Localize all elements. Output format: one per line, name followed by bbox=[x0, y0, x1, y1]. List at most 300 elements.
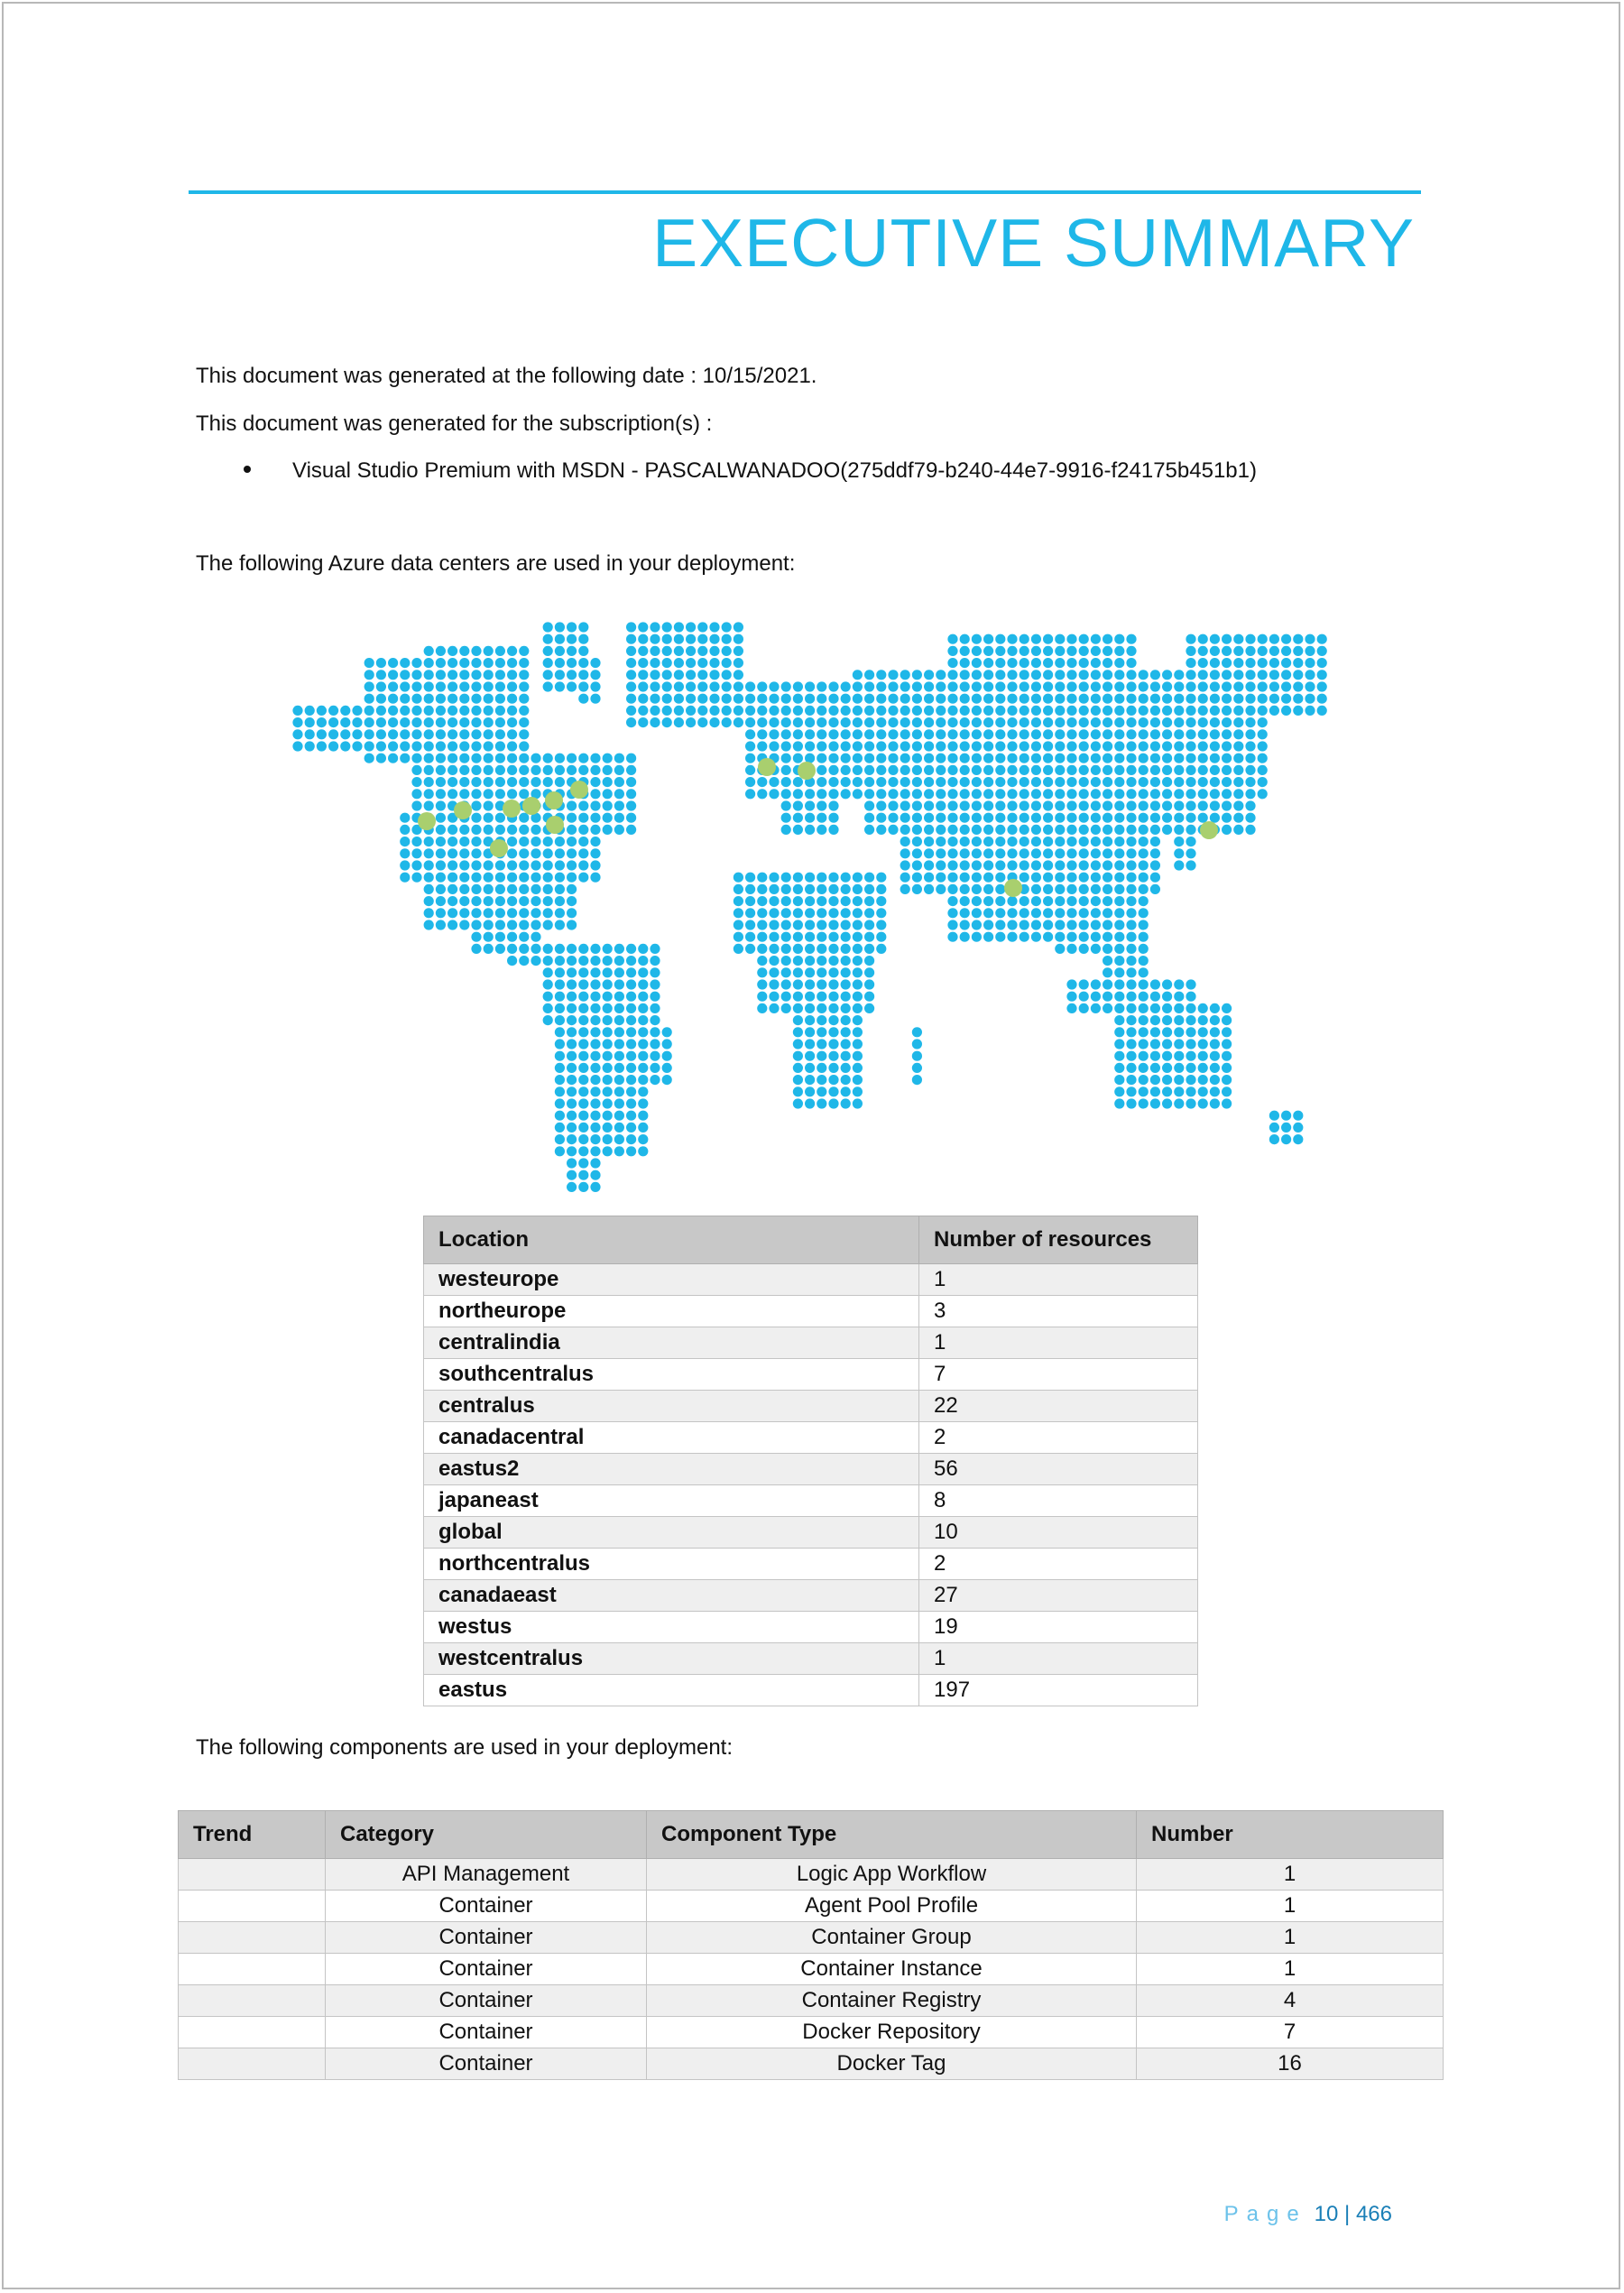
map-land-dot bbox=[1091, 992, 1101, 1002]
map-land-dot bbox=[1281, 1123, 1291, 1133]
map-land-dot bbox=[448, 873, 457, 883]
map-land-dot bbox=[876, 754, 886, 763]
map-land-dot bbox=[626, 1098, 636, 1108]
map-land-dot bbox=[567, 670, 577, 680]
map-land-dot bbox=[686, 681, 696, 691]
map-land-dot bbox=[1007, 765, 1017, 775]
map-land-dot bbox=[1174, 729, 1184, 739]
map-land-dot bbox=[674, 670, 684, 680]
location-name-cell: canadacentral bbox=[424, 1422, 919, 1454]
map-land-dot bbox=[484, 658, 494, 668]
datacenters-intro: The following Azure data centers are used in your deployment: bbox=[196, 551, 796, 576]
map-land-dot bbox=[936, 813, 946, 823]
map-land-dot bbox=[1020, 741, 1029, 751]
map-land-dot bbox=[484, 670, 494, 680]
map-land-dot bbox=[972, 825, 982, 835]
map-land-dot bbox=[567, 813, 577, 823]
map-land-dot bbox=[828, 873, 838, 883]
map-land-dot bbox=[995, 717, 1005, 727]
map-land-dot bbox=[1103, 813, 1112, 823]
map-land-dot bbox=[888, 813, 898, 823]
map-land-dot bbox=[983, 896, 993, 906]
map-land-dot bbox=[1055, 706, 1065, 716]
map-land-dot bbox=[983, 825, 993, 835]
map-land-dot bbox=[555, 1111, 565, 1121]
map-land-dot bbox=[947, 777, 957, 787]
map-land-dot bbox=[805, 956, 815, 966]
map-land-dot bbox=[495, 670, 505, 680]
map-land-dot bbox=[650, 967, 660, 977]
map-land-dot bbox=[900, 694, 910, 704]
map-land-dot bbox=[983, 920, 993, 929]
map-land-dot bbox=[424, 694, 434, 704]
map-land-dot bbox=[567, 1015, 577, 1025]
map-land-dot bbox=[567, 1051, 577, 1061]
map-land-dot bbox=[603, 979, 613, 989]
map-land-dot bbox=[781, 706, 791, 716]
map-land-dot bbox=[317, 717, 327, 727]
map-land-dot bbox=[1114, 1086, 1124, 1096]
map-land-dot bbox=[495, 754, 505, 763]
map-land-dot bbox=[578, 1182, 588, 1192]
map-land-dot bbox=[1139, 1027, 1149, 1037]
map-land-dot bbox=[1126, 908, 1136, 918]
map-land-dot bbox=[805, 908, 815, 918]
map-land-dot bbox=[555, 1134, 565, 1144]
map-land-dot bbox=[972, 932, 982, 942]
map-land-dot bbox=[555, 956, 565, 966]
number-cell: 16 bbox=[1137, 2048, 1444, 2080]
map-land-dot bbox=[793, 1086, 803, 1096]
map-land-dot bbox=[1174, 1051, 1184, 1061]
map-land-dot bbox=[1126, 681, 1136, 691]
map-land-dot bbox=[888, 681, 898, 691]
map-land-dot bbox=[805, 884, 815, 894]
map-land-dot bbox=[1066, 848, 1076, 858]
map-land-dot bbox=[781, 956, 791, 966]
map-land-dot bbox=[757, 967, 767, 977]
map-land-dot bbox=[567, 1003, 577, 1013]
map-land-dot bbox=[841, 1098, 851, 1108]
map-land-dot bbox=[1174, 670, 1184, 680]
map-land-dot bbox=[983, 860, 993, 870]
map-land-dot bbox=[757, 681, 767, 691]
map-land-dot bbox=[757, 944, 767, 954]
map-land-dot bbox=[626, 670, 636, 680]
map-land-dot bbox=[567, 681, 577, 691]
map-land-dot bbox=[781, 800, 791, 810]
map-land-dot bbox=[484, 800, 494, 810]
map-land-dot bbox=[960, 694, 970, 704]
map-land-dot bbox=[828, 741, 838, 751]
map-land-dot bbox=[400, 658, 410, 668]
map-land-dot bbox=[853, 920, 863, 929]
map-land-dot bbox=[817, 717, 826, 727]
map-land-dot bbox=[448, 681, 457, 691]
map-land-dot bbox=[555, 1123, 565, 1133]
map-land-dot bbox=[519, 694, 529, 704]
map-land-dot bbox=[1174, 1015, 1184, 1025]
map-land-dot bbox=[578, 1146, 588, 1156]
map-land-dot bbox=[1222, 670, 1232, 680]
map-land-dot bbox=[947, 694, 957, 704]
map-land-dot bbox=[1150, 754, 1160, 763]
map-land-dot bbox=[531, 873, 540, 883]
map-land-dot bbox=[1126, 884, 1136, 894]
map-land-dot bbox=[1066, 837, 1076, 846]
map-land-dot bbox=[983, 932, 993, 942]
resource-count-cell: 10 bbox=[919, 1517, 1198, 1549]
map-land-dot bbox=[626, 1027, 636, 1037]
map-land-dot bbox=[1198, 729, 1208, 739]
map-land-dot bbox=[1091, 979, 1101, 989]
map-land-dot bbox=[590, 765, 600, 775]
location-name-cell: japaneast bbox=[424, 1485, 919, 1517]
map-land-dot bbox=[947, 741, 957, 751]
map-land-dot bbox=[972, 873, 982, 883]
map-land-dot bbox=[507, 873, 517, 883]
map-land-dot bbox=[864, 741, 874, 751]
map-land-dot bbox=[1245, 681, 1255, 691]
map-land-dot bbox=[1126, 979, 1136, 989]
map-land-dot bbox=[674, 658, 684, 668]
map-land-dot bbox=[578, 1015, 588, 1025]
map-land-dot bbox=[626, 646, 636, 656]
map-land-dot bbox=[757, 717, 767, 727]
map-land-dot bbox=[626, 1051, 636, 1061]
map-land-dot bbox=[1222, 789, 1232, 799]
map-land-dot bbox=[1162, 1039, 1172, 1049]
map-land-dot bbox=[471, 729, 481, 739]
map-land-dot bbox=[484, 860, 494, 870]
map-land-dot bbox=[1066, 634, 1076, 644]
map-land-dot bbox=[519, 741, 529, 751]
map-land-dot bbox=[1210, 777, 1220, 787]
map-land-dot bbox=[1139, 932, 1149, 942]
map-land-dot bbox=[459, 873, 469, 883]
map-land-dot bbox=[1079, 873, 1089, 883]
map-land-dot bbox=[1126, 956, 1136, 966]
map-land-dot bbox=[1114, 670, 1124, 680]
map-land-dot bbox=[495, 646, 505, 656]
map-land-dot bbox=[328, 706, 338, 716]
map-land-dot bbox=[614, 979, 624, 989]
map-land-dot bbox=[555, 837, 565, 846]
map-land-dot bbox=[411, 848, 421, 858]
map-land-dot bbox=[1174, 1027, 1184, 1037]
map-land-dot bbox=[1055, 681, 1065, 691]
map-land-dot bbox=[1210, 1003, 1220, 1013]
map-land-dot bbox=[519, 777, 529, 787]
map-land-dot bbox=[590, 1015, 600, 1025]
map-land-dot bbox=[983, 754, 993, 763]
map-land-dot bbox=[543, 634, 553, 644]
map-land-dot bbox=[1020, 800, 1029, 810]
datacenter-marker bbox=[758, 758, 776, 776]
map-land-dot bbox=[1150, 979, 1160, 989]
map-land-dot bbox=[364, 658, 374, 668]
map-land-dot bbox=[817, 1051, 826, 1061]
map-land-dot bbox=[614, 1146, 624, 1156]
map-land-dot bbox=[1139, 777, 1149, 787]
map-land-dot bbox=[1007, 706, 1017, 716]
map-land-dot bbox=[459, 896, 469, 906]
map-land-dot bbox=[1055, 908, 1065, 918]
map-land-dot bbox=[841, 979, 851, 989]
map-land-dot bbox=[1031, 813, 1041, 823]
map-land-dot bbox=[1079, 979, 1089, 989]
map-land-dot bbox=[1103, 754, 1112, 763]
map-land-dot bbox=[1007, 681, 1017, 691]
map-land-dot bbox=[936, 694, 946, 704]
map-land-dot bbox=[1066, 706, 1076, 716]
map-land-dot bbox=[1043, 777, 1053, 787]
map-land-dot bbox=[1066, 813, 1076, 823]
map-land-dot bbox=[1126, 813, 1136, 823]
map-land-dot bbox=[507, 670, 517, 680]
map-land-dot bbox=[1210, 717, 1220, 727]
map-land-dot bbox=[471, 681, 481, 691]
map-land-dot bbox=[1103, 694, 1112, 704]
map-land-dot bbox=[578, 1075, 588, 1085]
map-land-dot bbox=[352, 741, 362, 751]
map-land-dot bbox=[543, 837, 553, 846]
map-land-dot bbox=[805, 1063, 815, 1073]
map-land-dot bbox=[983, 813, 993, 823]
map-land-dot bbox=[1186, 837, 1195, 846]
map-land-dot bbox=[828, 932, 838, 942]
map-land-dot bbox=[484, 741, 494, 751]
map-land-dot bbox=[448, 741, 457, 751]
map-land-dot bbox=[1139, 825, 1149, 835]
map-land-dot bbox=[1269, 706, 1279, 716]
number-cell: 1 bbox=[1137, 1891, 1444, 1922]
map-land-dot bbox=[603, 1123, 613, 1133]
map-land-dot bbox=[1007, 670, 1017, 680]
map-land-dot bbox=[567, 1134, 577, 1144]
map-land-dot bbox=[972, 646, 982, 656]
map-land-dot bbox=[555, 944, 565, 954]
map-land-dot bbox=[734, 681, 743, 691]
map-land-dot bbox=[448, 777, 457, 787]
map-land-dot bbox=[1139, 837, 1149, 846]
map-land-dot bbox=[1150, 1027, 1160, 1037]
map-land-dot bbox=[1079, 777, 1089, 787]
map-land-dot bbox=[972, 681, 982, 691]
map-land-dot bbox=[638, 1051, 648, 1061]
map-land-dot bbox=[1186, 1015, 1195, 1025]
map-land-dot bbox=[900, 884, 910, 894]
map-land-dot bbox=[745, 777, 755, 787]
map-land-dot bbox=[1031, 873, 1041, 883]
map-land-dot bbox=[1091, 646, 1101, 656]
map-land-dot bbox=[924, 754, 934, 763]
map-land-dot bbox=[793, 754, 803, 763]
map-land-dot bbox=[1043, 920, 1053, 929]
map-land-dot bbox=[888, 717, 898, 727]
map-land-dot bbox=[828, 1075, 838, 1085]
map-land-dot bbox=[578, 848, 588, 858]
map-land-dot bbox=[614, 800, 624, 810]
map-land-dot bbox=[1174, 1075, 1184, 1085]
map-land-dot bbox=[436, 800, 446, 810]
map-land-dot bbox=[960, 717, 970, 727]
map-land-dot bbox=[947, 837, 957, 846]
map-land-dot bbox=[650, 1051, 660, 1061]
map-land-dot bbox=[853, 670, 863, 680]
map-land-dot bbox=[1031, 789, 1041, 799]
map-land-dot bbox=[1162, 1063, 1172, 1073]
map-land-dot bbox=[411, 800, 421, 810]
map-land-dot bbox=[828, 1003, 838, 1013]
map-land-dot bbox=[1007, 694, 1017, 704]
map-land-dot bbox=[936, 825, 946, 835]
map-land-dot bbox=[1139, 1015, 1149, 1025]
map-land-dot bbox=[650, 1075, 660, 1085]
map-land-dot bbox=[1007, 932, 1017, 942]
map-land-dot bbox=[507, 848, 517, 858]
map-land-dot bbox=[1233, 670, 1243, 680]
map-land-dot bbox=[1210, 681, 1220, 691]
map-land-dot bbox=[936, 717, 946, 727]
map-land-dot bbox=[841, 896, 851, 906]
map-land-dot bbox=[567, 634, 577, 644]
map-land-dot bbox=[1233, 658, 1243, 668]
map-land-dot bbox=[734, 634, 743, 644]
map-land-dot bbox=[448, 848, 457, 858]
map-land-dot bbox=[567, 1027, 577, 1037]
map-land-dot bbox=[603, 777, 613, 787]
map-land-dot bbox=[400, 754, 410, 763]
map-land-dot bbox=[793, 717, 803, 727]
map-land-dot bbox=[578, 634, 588, 644]
map-land-dot bbox=[1079, 789, 1089, 799]
map-land-dot bbox=[495, 932, 505, 942]
location-name-cell: centralus bbox=[424, 1391, 919, 1422]
map-land-dot bbox=[947, 634, 957, 644]
map-land-dot bbox=[1114, 694, 1124, 704]
map-land-dot bbox=[484, 777, 494, 787]
map-land-dot bbox=[292, 729, 302, 739]
map-land-dot bbox=[924, 706, 934, 716]
map-land-dot bbox=[448, 908, 457, 918]
map-land-dot bbox=[507, 896, 517, 906]
map-land-dot bbox=[1162, 992, 1172, 1002]
map-land-dot bbox=[924, 837, 934, 846]
map-land-dot bbox=[960, 646, 970, 656]
map-land-dot bbox=[614, 1051, 624, 1061]
map-land-dot bbox=[686, 622, 696, 632]
map-land-dot bbox=[638, 717, 648, 727]
map-land-dot bbox=[1079, 729, 1089, 739]
map-land-dot bbox=[507, 658, 517, 668]
map-land-dot bbox=[507, 860, 517, 870]
map-land-dot bbox=[1066, 670, 1076, 680]
map-land-dot bbox=[650, 992, 660, 1002]
map-land-dot bbox=[817, 800, 826, 810]
map-land-dot bbox=[1079, 670, 1089, 680]
map-land-dot bbox=[805, 694, 815, 704]
map-land-dot bbox=[603, 1027, 613, 1037]
map-land-dot bbox=[1198, 1003, 1208, 1013]
map-land-dot bbox=[828, 765, 838, 775]
map-land-dot bbox=[507, 956, 517, 966]
map-land-dot bbox=[841, 1075, 851, 1085]
map-land-dot bbox=[1222, 1075, 1232, 1085]
map-land-dot bbox=[1114, 789, 1124, 799]
map-land-dot bbox=[459, 717, 469, 727]
map-land-dot bbox=[1114, 932, 1124, 942]
map-land-dot bbox=[972, 860, 982, 870]
map-land-dot bbox=[436, 706, 446, 716]
map-land-dot bbox=[1126, 706, 1136, 716]
map-land-dot bbox=[638, 1003, 648, 1013]
map-land-dot bbox=[578, 956, 588, 966]
map-land-dot bbox=[757, 741, 767, 751]
map-land-dot bbox=[1020, 754, 1029, 763]
location-row bbox=[424, 1422, 1198, 1454]
map-land-dot bbox=[459, 837, 469, 846]
map-land-dot bbox=[424, 658, 434, 668]
map-land-dot bbox=[1114, 1098, 1124, 1108]
map-land-dot bbox=[841, 956, 851, 966]
map-land-dot bbox=[841, 1086, 851, 1096]
map-land-dot bbox=[1020, 646, 1029, 656]
map-land-dot bbox=[626, 754, 636, 763]
map-land-dot bbox=[1222, 754, 1232, 763]
map-land-dot bbox=[853, 765, 863, 775]
map-land-dot bbox=[697, 646, 707, 656]
map-land-dot bbox=[543, 956, 553, 966]
map-land-dot bbox=[1233, 765, 1243, 775]
map-land-dot bbox=[1091, 717, 1101, 727]
component-row bbox=[179, 1891, 1444, 1922]
map-land-dot bbox=[364, 681, 374, 691]
map-land-dot bbox=[400, 717, 410, 727]
map-land-dot bbox=[817, 896, 826, 906]
map-land-dot bbox=[1281, 670, 1291, 680]
map-land-dot bbox=[1293, 646, 1303, 656]
map-land-dot bbox=[567, 1111, 577, 1121]
map-land-dot bbox=[436, 777, 446, 787]
map-land-dot bbox=[1293, 1111, 1303, 1121]
map-land-dot bbox=[912, 837, 922, 846]
map-land-dot bbox=[1114, 729, 1124, 739]
map-land-dot bbox=[1198, 717, 1208, 727]
map-land-dot bbox=[1210, 800, 1220, 810]
map-land-dot bbox=[471, 837, 481, 846]
trend-cell bbox=[179, 1891, 326, 1922]
map-land-dot bbox=[1233, 717, 1243, 727]
map-land-dot bbox=[1174, 992, 1184, 1002]
map-land-dot bbox=[376, 658, 386, 668]
map-land-dot bbox=[841, 1051, 851, 1061]
map-land-dot bbox=[972, 729, 982, 739]
map-land-dot bbox=[1233, 694, 1243, 704]
map-land-dot bbox=[507, 741, 517, 751]
map-land-dot bbox=[745, 908, 755, 918]
locations-table-header bbox=[424, 1216, 1198, 1264]
map-land-dot bbox=[697, 670, 707, 680]
map-land-dot bbox=[1114, 741, 1124, 751]
map-land-dot bbox=[1126, 1027, 1136, 1037]
map-land-dot bbox=[972, 813, 982, 823]
map-land-dot bbox=[983, 706, 993, 716]
map-land-dot bbox=[1222, 741, 1232, 751]
map-land-dot bbox=[1103, 777, 1112, 787]
map-land-dot bbox=[841, 706, 851, 716]
map-land-dot bbox=[1210, 789, 1220, 799]
